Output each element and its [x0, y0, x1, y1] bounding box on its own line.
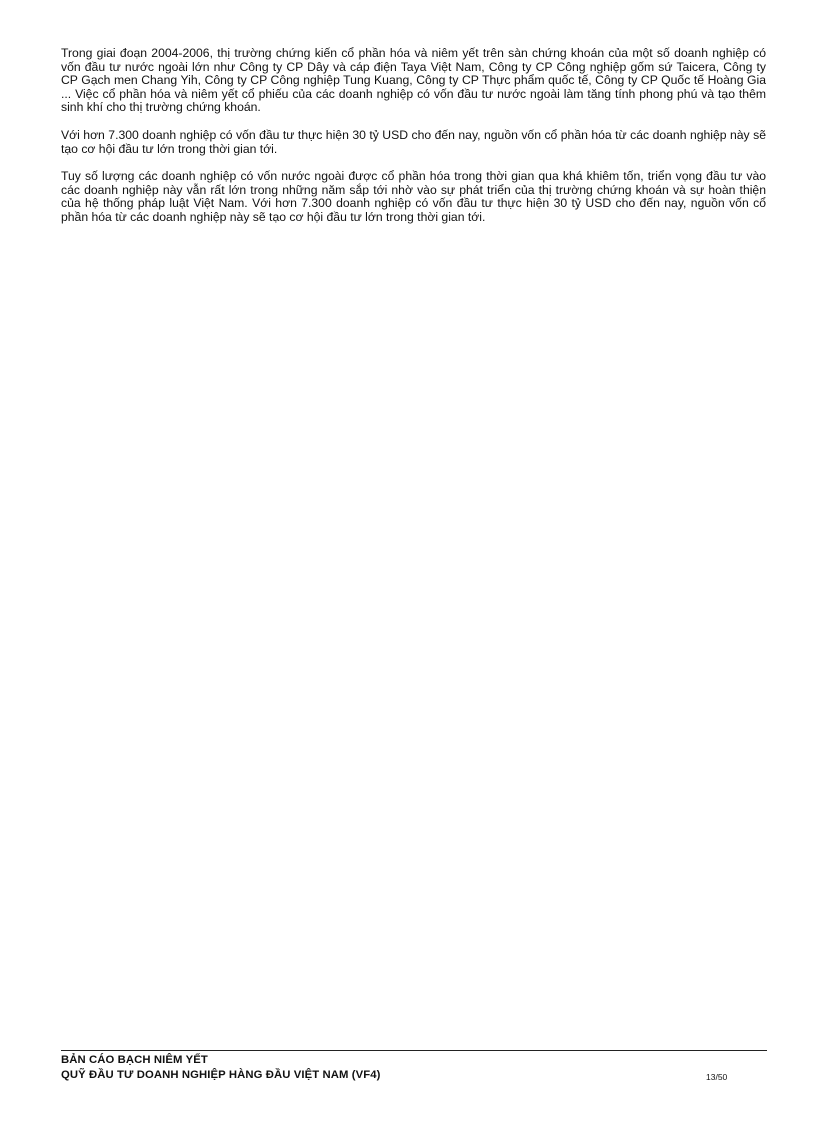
document-body — [61, 47, 766, 239]
footer-divider — [61, 1050, 767, 1051]
footer-document-title: BẢN CÁO BẠCH NIÊM YẾT — [61, 1054, 208, 1066]
body-paragraph: Tuy số lượng các doanh nghiệp có vốn nước ngoài được cổ phần hóa trong thời gian qua khá khiêm tốn, triển vọng đầu tư vào các doanh nghiệp này vẫn rất lớn trong những năm sắp tới nhờ vào sự phát triển của thị trường chứng khoán và sự hoàn thiện của hệ thống pháp luật Việt Nam. Với hơn 7.300 doanh nghiệp có vốn đầu tư thực hiện 30 tỷ USD cho đến nay, nguồn vốn cổ phần hóa từ các doanh nghiệp này sẽ tạo cơ hội đầu tư lớn trong thời gian tới. — [61, 169, 766, 224]
page-footer — [61, 1053, 767, 1082]
footer-fund-name: QUỸ ĐẦU TƯ DOANH NGHIỆP HÀNG ĐẦU VIỆT NAM (VF4) — [61, 1068, 381, 1081]
body-paragraph: Trong giai đoạn 2004-2006, thị trường chứng kiến cổ phần hóa và niêm yết trên sàn chứng khoán của một số doanh nghiệp có vốn đầu tư nước ngoài lớn như Công ty CP Dây và cáp điện Taya Việt Nam, Công ty CP Công nghiệp gốm sứ Taicera, Công ty CP Gạch men Chang Yih, Công ty CP Công nghiệp Tung Kuang, Công ty CP Thực phẩm quốc tế, Công ty CP Quốc tế Hoàng Gia ... Việc cổ phần hóa và niêm yết cổ phiếu của các doanh nghiệp có vốn đầu tư nước ngoài làm tăng tính phong phú và tạo thêm sinh khí cho thị trường chứng khoán. — [61, 46, 766, 115]
page-number: 13/50 — [706, 1072, 728, 1082]
body-paragraph: Với hơn 7.300 doanh nghiệp có vốn đầu tư thực hiện 30 tỷ USD cho đến nay, nguồn vốn cổ phần hóa từ các doanh nghiệp này sẽ tạo cơ hội đầu tư lớn trong thời gian tới. — [61, 127, 766, 156]
